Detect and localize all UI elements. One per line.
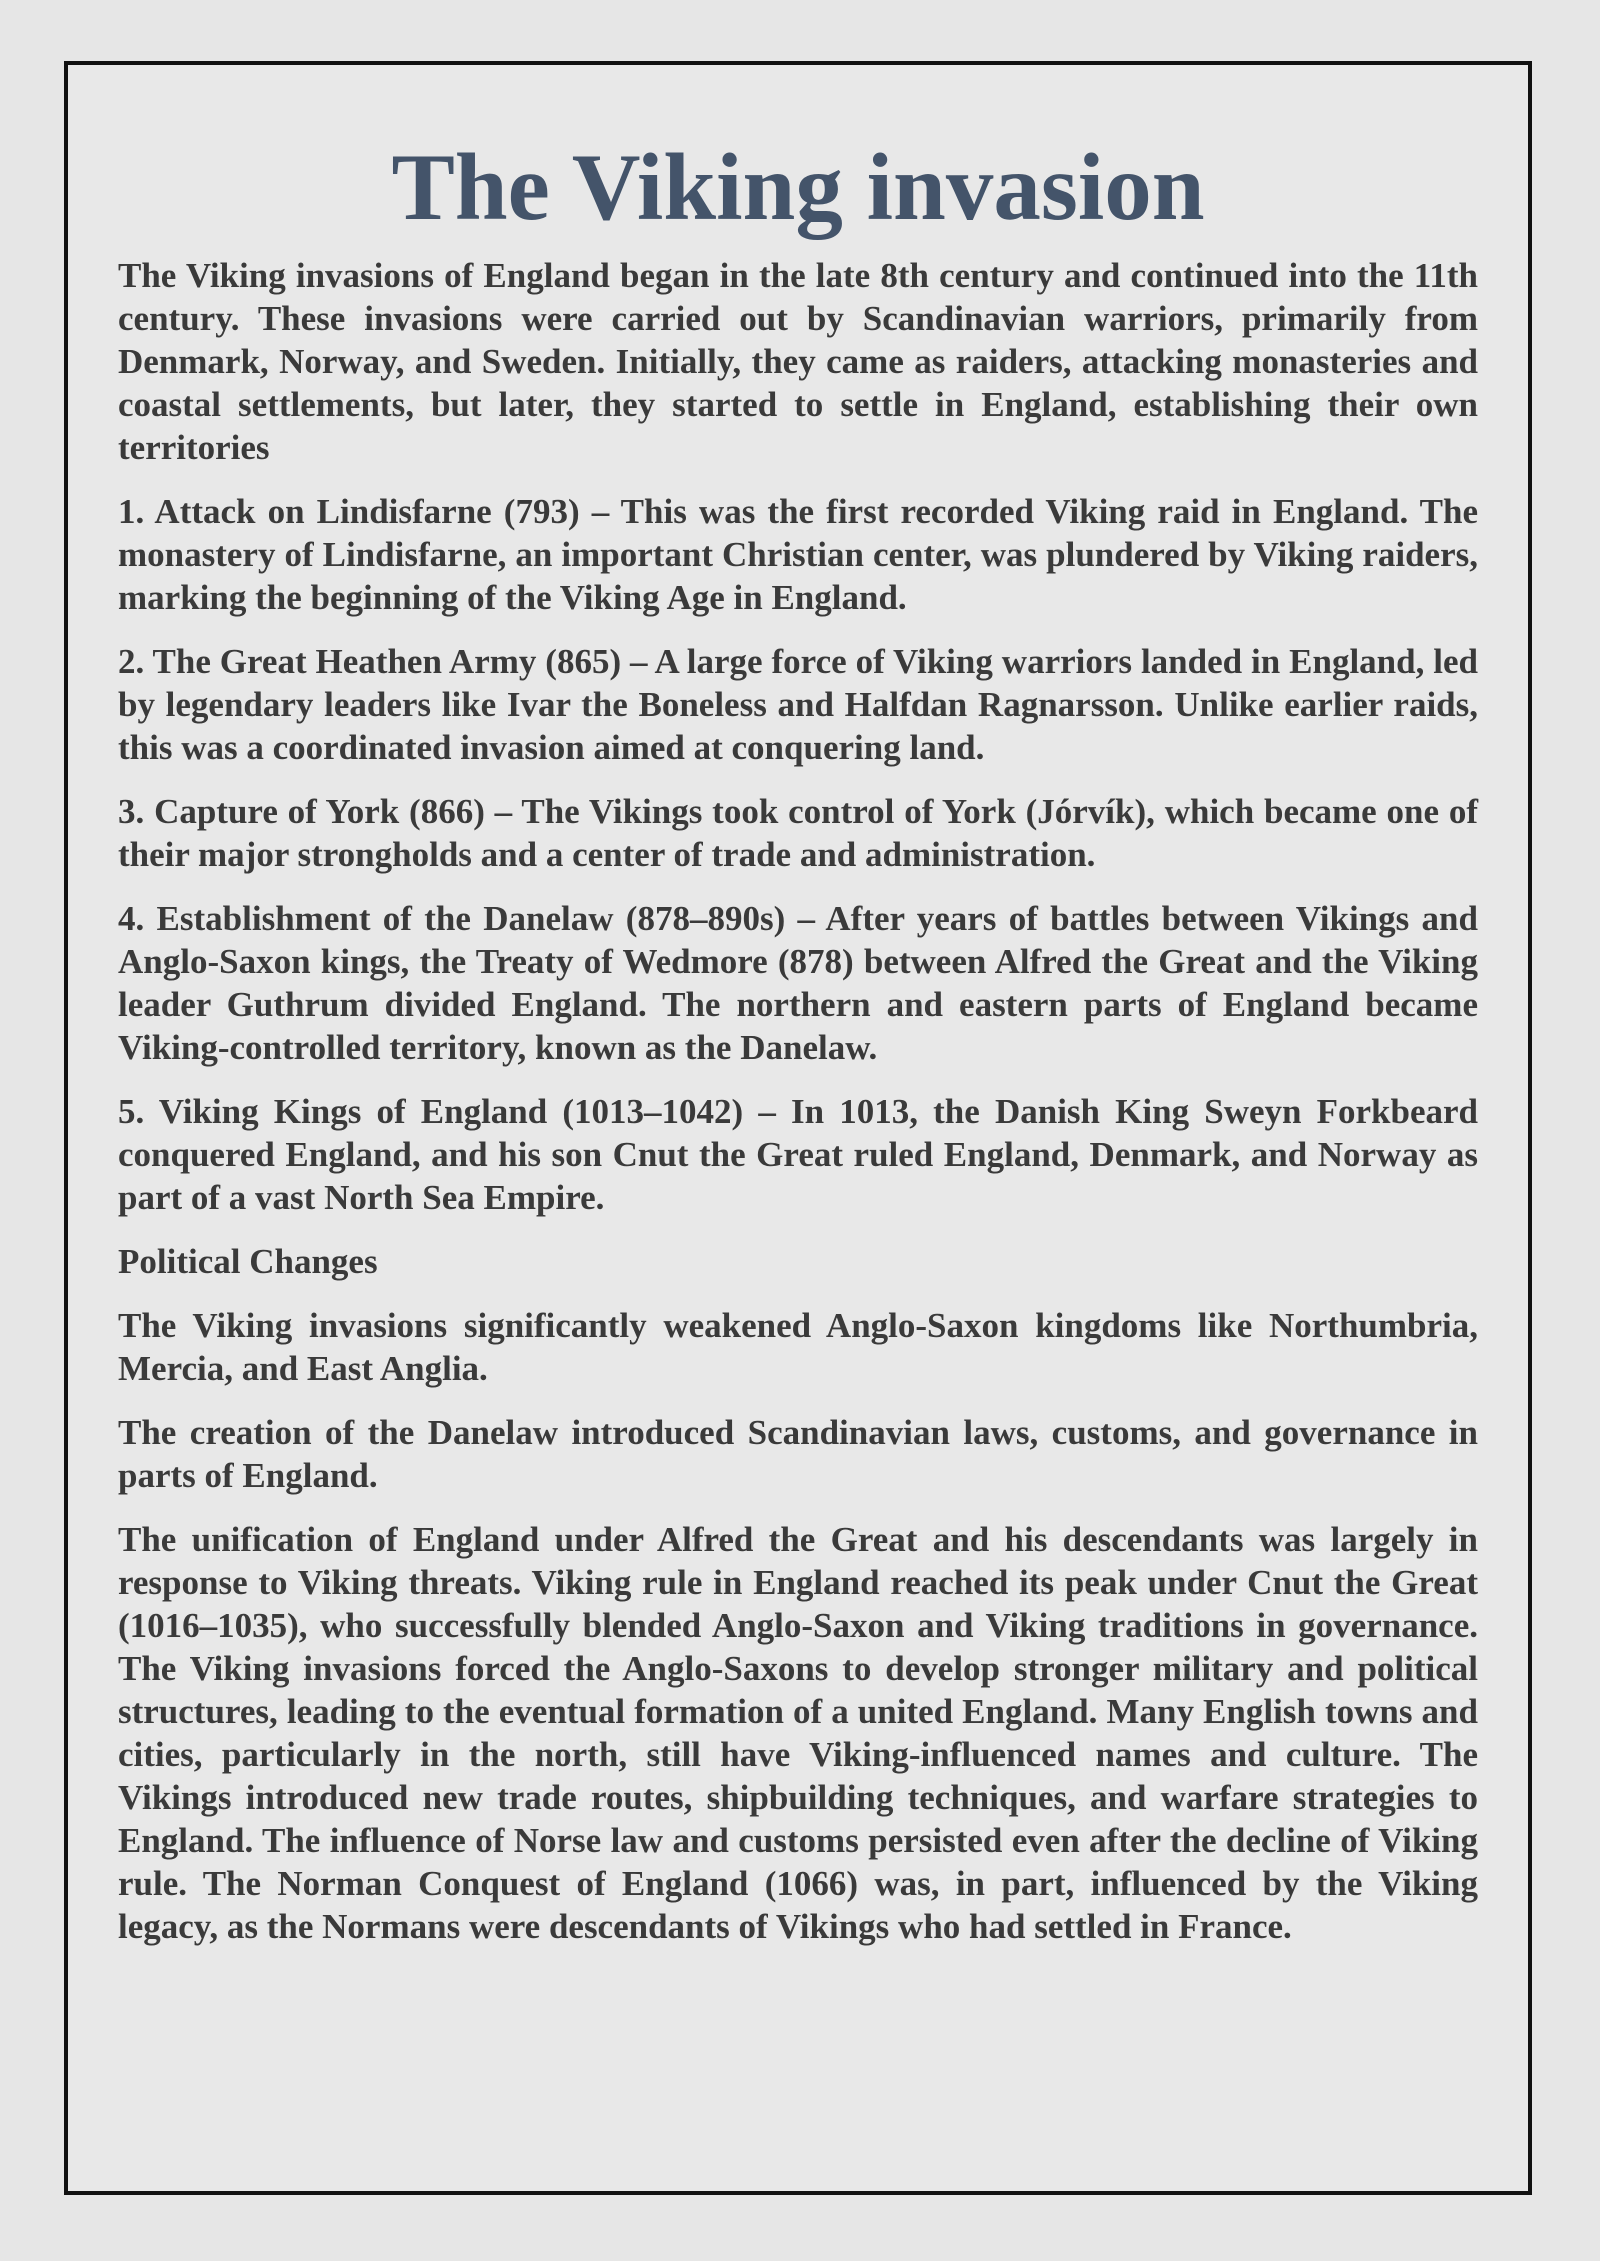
political-paragraph: The creation of the Danelaw introduced Scandinavian laws, customs, and governance in parts of England. (118, 1412, 1478, 1495)
document-content (118, 135, 1478, 1969)
page-frame (64, 61, 1532, 2195)
event-item-capture-of-york: 3. Capture of York (866) – The Vikings took control of York (Jórvík), which became one of their major strongholds and a center of trade and administration. (118, 791, 1478, 874)
political-paragraph: The Viking invasions significantly weakened Anglo-Saxon kingdoms like Northumbria, Mercia, and East Anglia. (118, 1305, 1478, 1388)
political-paragraph: The unification of England under Alfred the Great and his descendants was largely in response to Viking threats. Viking rule in England reached its peak under Cnut the Great (1016–1035), who successfully blended Anglo-Saxon and Viking traditions in governance. The Viking invasions forced the Anglo-Saxons to develop stronger military and political structures, leading to the eventual formation of a united England. Many English towns and cities, particularly in the north, still have Viking-influenced names and culture. The Vikings introduced new trade routes, shipbuilding techniques, and warfare strategies to England. The influence of Norse law and customs persisted even after the decline of Viking rule. The Norman Conquest of England (1066) was, in part, influenced by the Viking legacy, as the Normans were descendants of Vikings who had settled in France. (118, 1519, 1478, 1946)
event-item-great-heathen-army: 2. The Great Heathen Army (865) – A large force of Viking warriors landed in England, led by legendary leaders like Ivar the Boneless and Halfdan Ragnarsson. Unlike earlier raids, this was a coordinated invasion aimed at conquering land. (118, 641, 1478, 767)
document-title: The Viking invasion (391, 134, 1205, 240)
section-heading: Political Changes (118, 1241, 378, 1281)
intro-paragraph: The Viking invasions of England began in the late 8th century and continued into the 11th century. These invasions were carried out by Scandinavian warriors, primarily from Denmark, Norway, and Sweden. Initially, they came as raiders, attacking monasteries and coastal settlements, but later, they started to settle in England, establishing their own territories (118, 255, 1478, 467)
event-item-viking-kings: 5. Viking Kings of England (1013–1042) – In 1013, the Danish King Sweyn Forkbeard conquered England, and his son Cnut the Great ruled England, Denmark, and Norway as part of a vast North Sea Empire. (118, 1091, 1478, 1217)
event-item-danelaw: 4. Establishment of the Danelaw (878–890s) – After years of battles between Vikings and Anglo-Saxon kings, the Treaty of Wedmore (878) between Alfred the Great and the Viking leader Guthrum divided England. The northern and eastern parts of England became Viking-controlled territory, known as the Danelaw. (118, 898, 1478, 1067)
event-item-lindisfarne: 1. Attack on Lindisfarne (793) – This was the first recorded Viking raid in England. The monastery of Lindisfarne, an important Christian center, was plundered by Viking raiders, marking the beginning of the Viking Age in England. (118, 491, 1478, 617)
